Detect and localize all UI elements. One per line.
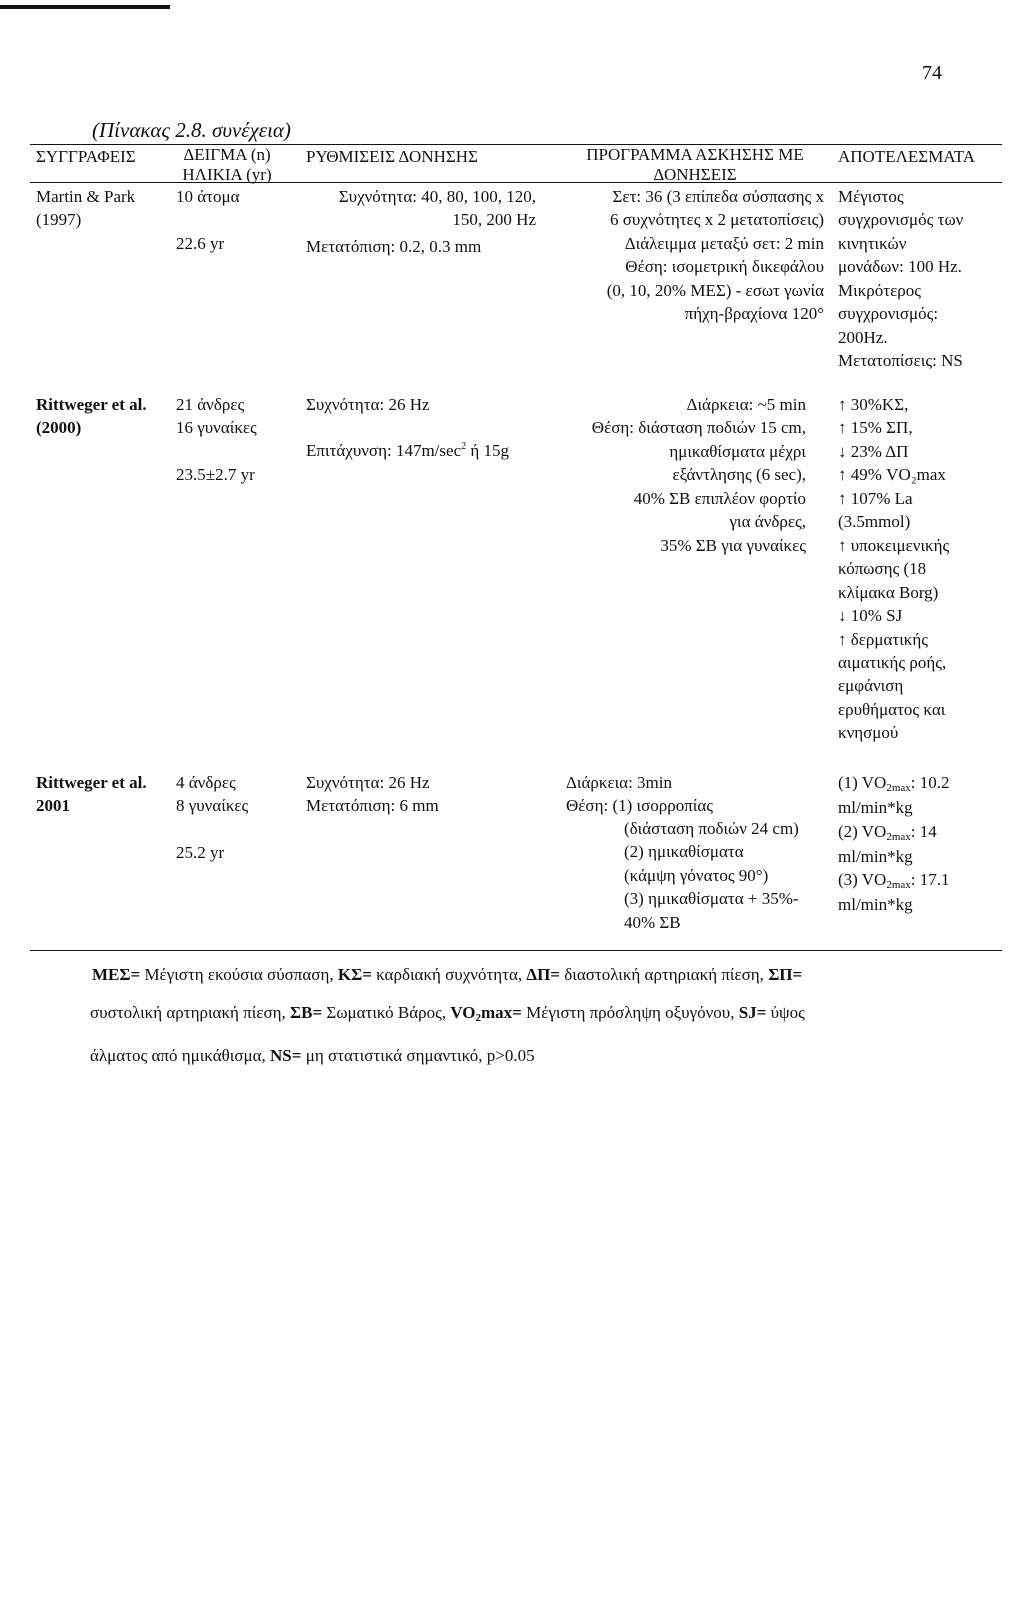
row2-program: Διάρκεια: ~5 min Θέση: διάσταση ποδιών 15 cm, ημικαθίσματα μέχρι εξάντλησης (6 sec), 40% ΣΒ επιπλέον φορτίο για άνδρες, 35% ΣΒ για γυναίκες	[591, 395, 806, 555]
row1-sample: 10 άτομα 22.6 yr	[176, 187, 240, 253]
table-bottom-rule	[30, 950, 1002, 951]
table-caption: (Πίνακας 2.8. συνέχεια)	[92, 118, 291, 142]
header-sample: ΔΕΙΓΜΑ (n) ΗΛΙΚΙΑ (yr)	[182, 145, 272, 184]
header-authors: ΣΥΓΓΡΑΦΕΙΣ	[36, 147, 136, 166]
row3-sample: 4 άνδρες 8 γυναίκες 25.2 yr	[176, 773, 249, 863]
row3-program-body: (διάσταση ποδιών 24 cm) (2) ημικαθίσματα (κάμψη γόνατος 90°) (3) ημικαθίσματα + 35%- 40% ΣΒ	[624, 819, 799, 932]
row3-result-line: (3) $VO_{2max}$: 17.1	[838, 870, 950, 892]
row3-result-line: ml/min*kg	[838, 798, 913, 818]
row3-results	[838, 771, 950, 917]
top-rule	[0, 5, 170, 9]
row3-result-line: ml/min*kg	[838, 895, 913, 915]
row2-authors: Rittweger et al. (2000)	[36, 395, 147, 438]
row2-results: ↑ 30%ΚΣ, ↑ 15% ΣΠ, ↓ 23% ΔΠ ↑ 49% VO₂max ↑ 107% La (3.5mmol) ↑ υποκειμενικής κόπωσης (18 κλίμακα Borg) ↓ 10% SJ ↑ δερματικής αιματικής ροής, εμφάνιση ερυθήματος και κνησμού	[838, 395, 950, 743]
row2-settings-b	[306, 416, 509, 463]
header-settings: ΡΥΘΜΙΣΕΙΣ ΔΟΝΗΣΗΣ	[306, 147, 478, 166]
row1-program: Σετ: 36 (3 επίπεδα σύσπασης x 6 συχνότητες x 2 μετατοπίσεις) Διάλειμμα μεταξύ σετ: 2 min Θέση: ισομετρική δικεφάλου (0, 10, 20% ΜΕΣ) - εσωτ γωνία πήχη-βραχίονα 120°	[606, 187, 824, 324]
row2-sample: 21 άνδρες 16 γυναίκες 23.5±2.7 yr	[176, 395, 257, 485]
row3-authors: Rittweger et al. 2001	[36, 773, 147, 816]
footnote-line-2: συστολική αρτηριακή πίεση, ΣΒ= Σωματικό Βάρος, $VO_2\max= Mέ\gamma\iota\sigma\tau\eta$ πρόσληψη οξυγόνου, SJ= ύψος	[90, 1003, 805, 1024]
row1-settings-b: Μετατόπιση: 0.2, 0.3 mm	[306, 237, 482, 256]
abbreviations-footnote	[92, 956, 1002, 1075]
footnote-line-3: άλματος από ημικάθισμα, NS= μη στατιστικά σημαντικό, p>0.05	[90, 1046, 535, 1065]
row3-result-line: (1) $VO_{2max}$: 10.2	[838, 773, 950, 794]
row3-settings-a: Συχνότητα: 26 Hz	[306, 773, 430, 792]
row2-settings-b-post: ή 15g	[466, 441, 509, 461]
row3-program-head: Διάρκεια: 3min Θέση: (1) ισορροπίας	[566, 773, 714, 816]
row3-settings-b: Μετατόπιση: 6 mm	[306, 796, 439, 815]
header-results: ΑΠΟΤΕΛΕΣΜΑΤΑ	[838, 147, 976, 166]
row3-result-line: ml/min*kg	[838, 846, 913, 866]
row2-settings-b-text: Επιτάχυνση: 147m/sec	[306, 441, 462, 461]
row1-settings-a: Συχνότητα: 40, 80, 100, 120, 150, 200 Hz	[338, 187, 536, 230]
row2-settings-b-sup: 2	[461, 441, 467, 453]
footnote-line-1: ΜΕΣ= Μέγιστη εκούσια σύσπαση, ΚΣ= καρδιακή συχνότητα, ΔΠ= διαστολική αρτηριακή πίεση, ΣΠ=	[92, 965, 803, 984]
row1-results: Μέγιστος συγχρονισμός των κινητικών μονάδων: 100 Hz. Μικρότερος συγχρονισμός: 200Hz. Μετατοπίσεις: NS	[838, 187, 964, 371]
header-program: ΠΡΟΓΡΑΜΜΑ ΑΣΚΗΣΗΣ ΜΕ ΔΟΝΗΣΕΙΣ	[586, 145, 804, 184]
page-number: 74	[922, 62, 942, 84]
row2-settings-a: Συχνότητα: 26 Hz	[306, 395, 430, 414]
row3-result-line: (2) $VO_{2max}$: 14	[838, 821, 937, 843]
row1-authors: Martin & Park (1997)	[36, 187, 136, 230]
